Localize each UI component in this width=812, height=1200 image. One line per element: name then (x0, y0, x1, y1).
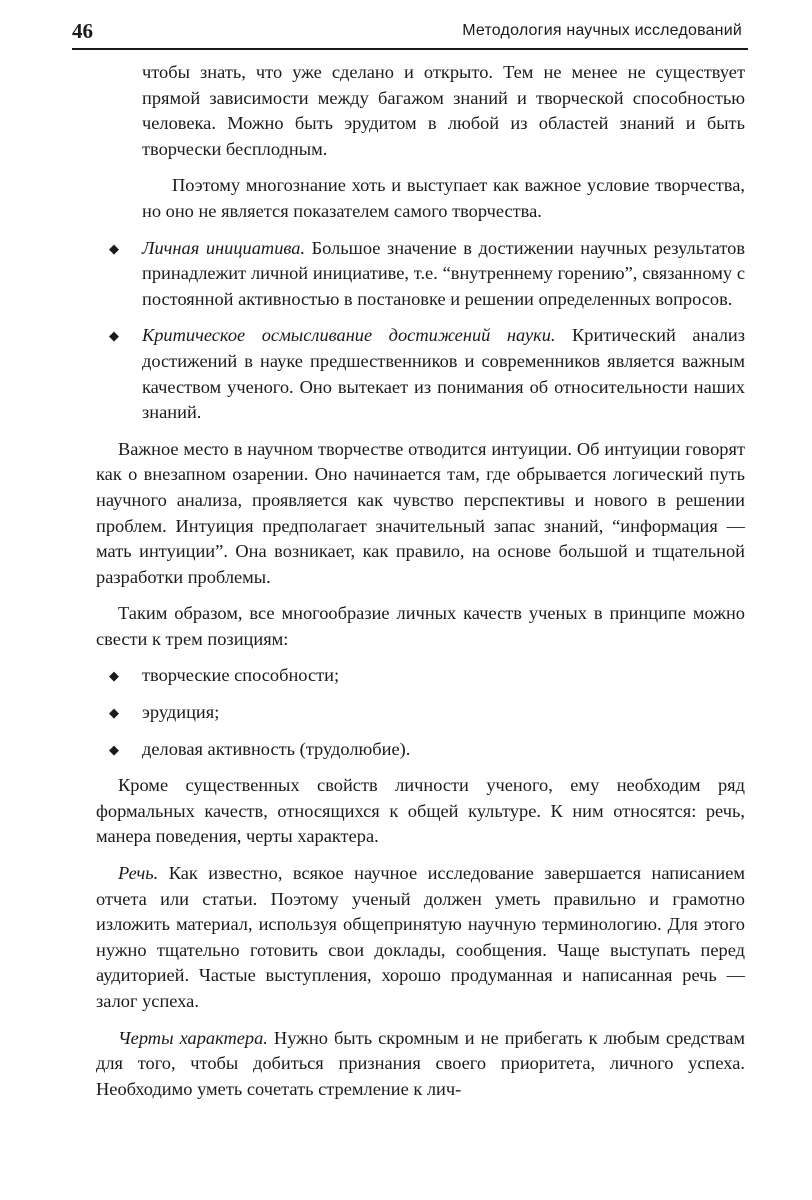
term-speech: Речь. (118, 863, 159, 884)
diamond-bullet-icon: ◆ (109, 328, 119, 344)
diamond-bullet-icon: ◆ (109, 240, 119, 256)
list-item-text: Критический анализ достижений в науке предшественников и современников является важным качеством ученого. Оно вытекает из понимания об относительности наших знаний. (142, 325, 745, 423)
header-rule (72, 48, 748, 50)
paragraph-formal-qualities: Кроме существенных свойств личности ученого, ему необходим ряд формальных качеств, относящихся к общей культуре. К ним относятся: речь, манера поведения, черты характера. (96, 775, 745, 847)
paragraph-character (96, 1026, 745, 1103)
list-item-critical-thinking (96, 323, 745, 425)
paragraph-intuition: Важное место в научном творчестве отводится интуиции. Об интуиции говорят как о внезапном озарении. Оно начинается там, где обрывается логический путь научного анализа, проявляется как чувство перспективы и нового в решении проблем. Интуиция предполагает значительный запас знаний, “информация — мать интуиции”. Она возникает, как правило, на основе большой и тщательной разработки проблемы. (96, 438, 745, 587)
paragraph-continuation: чтобы знать, что уже сделано и открыто. Тем не менее не существует прямой зависимости между багажом знаний и творческой способностью человека. Можно быть эрудитом в любой из областей знаний и быть творчески бесплодным. (142, 62, 745, 159)
paragraph-text: Нужно быть скромным и не прибегать к любым средствам для того, чтобы добиться признания своего приоритета, личного успеха. Необходимо уметь сочетать стремление к лич- (96, 1027, 745, 1099)
page-header (72, 19, 748, 49)
list-item-text: творческие способности; (142, 665, 340, 686)
paragraph-polymathy: Поэтому многознание хоть и выступает как важное условие творчества, но оно не является показателем самого творчества. (142, 175, 745, 221)
list-item-text: деловая активность (трудолюбие). (142, 738, 411, 759)
paragraph-text: Как известно, всякое научное исследование завершается написанием отчета или статьи. Поэтому ученый должен уметь правильно и грамотно изложить материал, используя общепринятую научную терминологию. Для этого нужно тщательно готовить свои доклады, сообщения. Чаще выступать перед аудиторией. Частые выступления, хорошо продуманная и написанная речь — залог успеха. (96, 863, 745, 1011)
list-item (96, 663, 745, 689)
term-initiative: Личная инициатива. (142, 237, 306, 258)
paragraph-summary: Таким образом, все многообразие личных качеств ученых в принципе можно свести к трем позициям: (96, 603, 745, 649)
term-character: Черты характера. (118, 1027, 268, 1048)
diamond-bullet-icon: ◆ (109, 705, 119, 721)
list-item (96, 737, 745, 763)
page-body (96, 60, 745, 1113)
paragraph-speech (96, 861, 745, 1015)
page-number: 46 (72, 19, 93, 43)
list-item-text: Большое значение в достижении научных результатов принадлежит личной инициативе, т.е. “внутреннему горению”, связанному с постоянной активностью в постановке и решении определенных вопросов. (142, 237, 745, 309)
list-item-initiative (96, 236, 745, 313)
diamond-bullet-icon: ◆ (109, 668, 119, 684)
list-item (96, 700, 745, 726)
running-title: Методология научных исследований (462, 22, 742, 39)
list-item-text: эрудиция; (142, 702, 220, 723)
term-critical-thinking: Критическое осмысливание достижений науки. (142, 325, 556, 346)
diamond-bullet-icon: ◆ (109, 741, 119, 757)
